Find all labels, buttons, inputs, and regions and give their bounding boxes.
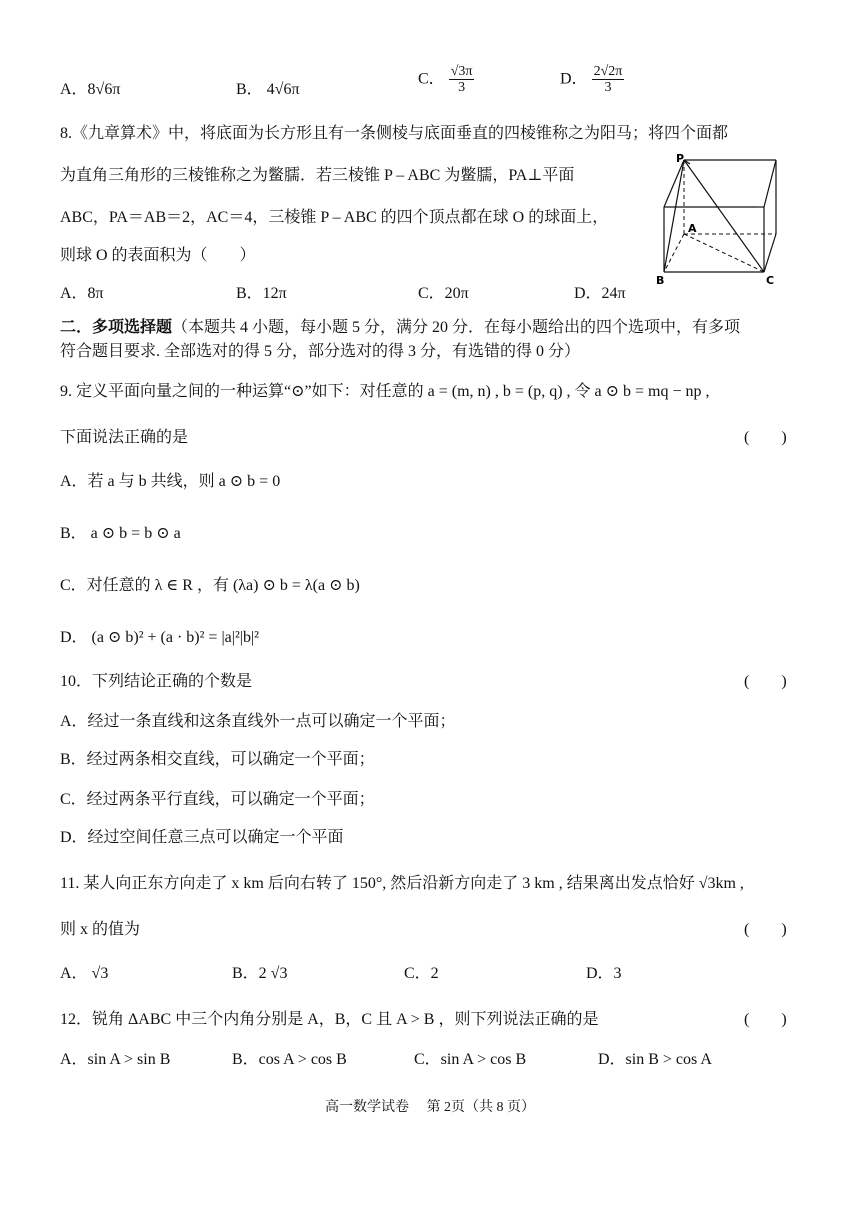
q9-option-c: C．对任意的 λ ∈ R ，有 (λa) ⊙ b = λ(a ⊙ b) [60,577,360,594]
q7-option-b: B． 4√6π [236,81,300,98]
q7-option-c-label: C． [418,70,445,88]
q10-option-b: B．经过两条相交直线，可以确定一个平面； [60,751,375,768]
q12-option-d: D．sin B > cos A [598,1051,712,1068]
q9-option-a: A．若 a 与 b 共线，则 a ⊙ b = 0 [60,473,281,490]
q7-option-d [560,64,624,96]
q12-option-c: C．sin A > cos B [414,1051,527,1068]
q9-line-2: 下面说法正确的是 [60,429,189,446]
figure-label-a: A [688,222,697,235]
q7-option-c [418,64,474,96]
q8-option-b: B．12π [236,285,287,302]
q10-option-a: A．经过一条直线和这条直线外一点可以确定一个平面； [60,713,456,730]
q9-line-1: 9. 定义平面向量之间的一种运算“⊙”如下：对任意的 a = (m, n) , b = (p, q) , 令 a ⊙ b = mq − np , [60,383,710,400]
q8-line-1: 8.《九章算术》中，将底面为长方形且有一条侧棱与底面垂直的四棱锥称之为阳马；将四个面都 [60,125,729,142]
section2-description-1: （本题共 4 小题，每小题 5 分，满分 20 分．在每小题给出的四个选项中，有多项 [172,319,741,336]
q10-stem: 10．下列结论正确的个数是 [60,673,253,690]
q12-option-a: A．sin A > sin B [60,1051,171,1068]
q12-stem: 12．锐角 ΔABC 中三个内角分别是 A，B，C 且 A > B ，则下列说法正确的是 [60,1011,599,1028]
q8-line-4: 则球 O 的表面积为（ ） [60,247,256,264]
section2-description-2: 符合题目要求. 全部选对的得 5 分，部分选对的得 3 分，有选错的得 0 分） [60,343,581,360]
figure-label-p: P [676,152,685,165]
q10-answer-paren: ( ) [744,673,787,690]
q7-option-c-fraction [449,64,475,96]
q9-option-d: D． (a ⊙ b)² + (a · b)² = |a|²|b|² [60,629,259,646]
q10-option-c: C．经过两条平行直线，可以确定一个平面； [60,791,375,808]
q11-answer-paren: ( ) [744,921,787,938]
q10-option-d: D．经过空间任意三点可以确定一个平面 [60,829,344,846]
q11-option-d: D．3 [586,965,622,982]
q11-option-a: A． √3 [60,965,109,982]
q7-option-d-fraction [592,64,625,96]
q7-c-numerator: √3π [450,64,473,79]
q11-line-2: 则 x 的值为 [60,921,141,938]
q7-c-denominator: 3 [458,80,466,96]
q7-d-numerator: 2√2π [593,64,623,79]
page-footer: 高一数学试卷 第 2页（共 8 页） [325,1100,535,1115]
figure-label-b: B [656,274,665,287]
q11-option-c: C．2 [404,965,439,982]
q8-line-2: 为直角三角形的三棱锥称之为鳖臑．若三棱锥 P – ABC 为鳖臑，PA⊥平面 [60,167,575,184]
section2-heading-line [60,314,740,337]
q7-option-a: A．8√6π [60,81,121,98]
q11-option-b: B．2 √3 [232,965,288,982]
q12-option-b: B．cos A > cos B [232,1051,347,1068]
q9-answer-paren: ( ) [744,429,787,446]
q7-d-denominator: 3 [604,80,612,96]
q8-pyramid-figure [650,150,800,290]
q9-option-b: B． a ⊙ b = b ⊙ a [60,525,181,542]
q8-option-d: D．24π [574,285,626,302]
q11-line-1: 11. 某人向正东方向走了 x km 后向右转了 150°, 然后沿新方向走了 3 km , 结果离出发点恰好 √3km , [60,875,744,892]
figure-label-c: C [766,274,775,287]
q8-line-3: ABC，PA＝AB＝2，AC＝4，三棱锥 P – ABC 的四个顶点都在球 O 的球面上， [60,209,609,226]
section2-heading: 二．多项选择题 [60,319,173,336]
q12-answer-paren: ( ) [744,1011,787,1028]
q8-option-a: A．8π [60,285,104,302]
q7-option-d-label: D． [560,70,588,88]
q8-option-c: C．20π [418,285,469,302]
